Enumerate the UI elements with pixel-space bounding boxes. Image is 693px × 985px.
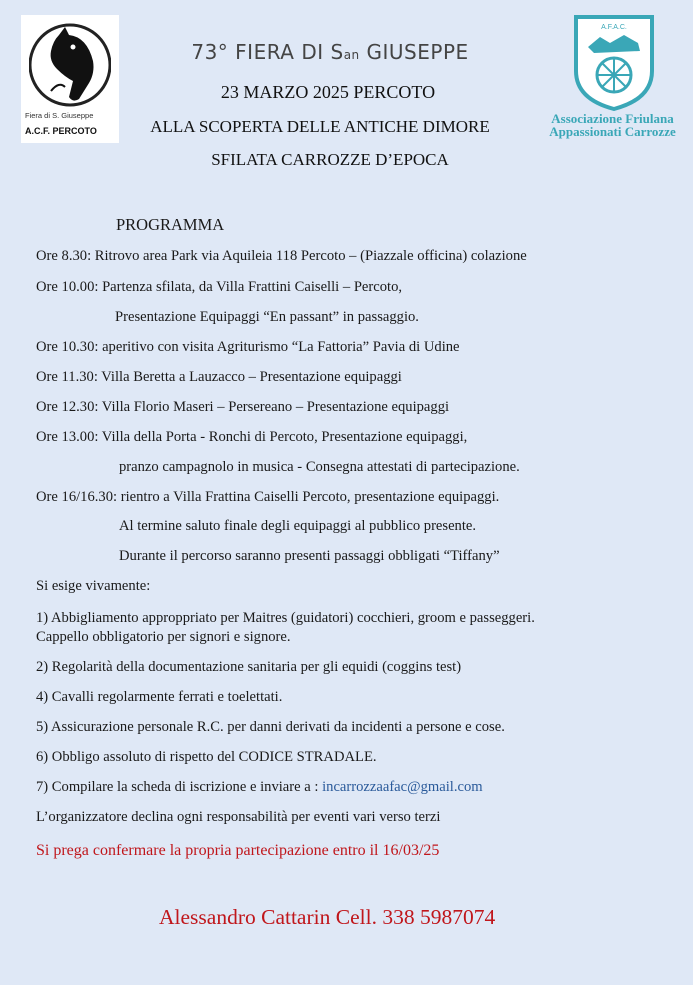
requirement-item: 6) Obbligo assoluto di rispetto del CODICE STRADALE.	[36, 749, 377, 765]
requirement-item: 2) Regolarità della documentazione sanitaria per gli equidi (coggins test)	[36, 659, 462, 675]
title-san: an	[343, 48, 360, 62]
requirements-intro: Si esige vivamente:	[36, 578, 151, 594]
program-line: Ore 8.30: Ritrovo area Park via Aquileia 118 Percoto – (Piazzale officina) colazione	[36, 248, 527, 264]
requirement-item: Cappello obbligatorio per signori e signore.	[36, 629, 291, 645]
requirement-text: 7) Compilare la scheda di iscrizione e inviare a :	[36, 779, 323, 795]
contact-info: Alessandro Cattarin Cell. 338 5987074	[159, 905, 496, 929]
program-line: Ore 10.30: aperitivo con visita Agriturismo “La Fattoria” Pavia di Udine	[36, 339, 460, 355]
requirement-item: 4) Cavalli regolarmente ferrati e toelettati.	[36, 689, 283, 705]
org-name-line1: Associazione Friulana	[551, 111, 674, 126]
event-subtitle: ALLA SCOPERTA DELLE ANTICHE DIMORE	[150, 117, 490, 136]
event-subtitle-2: SFILATA CARROZZE D’EPOCA	[211, 150, 449, 169]
event-title	[120, 40, 540, 64]
confirmation-notice: Si prega confermare la propria partecipazione entro il 16/03/25	[36, 842, 440, 859]
requirement-item: 1) Abbigliamento approppriato per Maitres (guidatori) cocchieri, groom e passeggeri.	[36, 610, 535, 626]
program-line: Durante il percorso saranno presenti passaggi obbligati “Tiffany”	[119, 548, 500, 564]
title-prefix: 73° FIERA DI S	[191, 40, 344, 64]
program-line: Ore 12.30: Villa Florio Maseri – Persereano – Presentazione equipaggi	[36, 399, 450, 415]
requirement-item: 5) Assicurazione personale R.C. per danni derivati da incidenti a persone e cose.	[36, 719, 505, 735]
carriage-badge-icon	[570, 13, 658, 111]
program-line: Presentazione Equipaggi “En passant” in passaggio.	[115, 309, 419, 325]
program-line: Al termine saluto finale degli equipaggi al pubblico presente.	[119, 518, 477, 534]
badge-text: A.F.A.C.	[601, 24, 627, 31]
program-line: pranzo campagnolo in musica - Consegna attestati di partecipazione.	[119, 459, 520, 475]
fiera-caption: Fiera di S. Giuseppe	[25, 111, 94, 120]
program-line: Ore 10.00: Partenza sfilata, da Villa Frattini Caiselli – Percoto,	[36, 279, 403, 295]
title-suffix: GIUSEPPE	[359, 40, 469, 64]
org-name-line2: Appassionati Carrozze	[549, 124, 676, 139]
event-date: 23 MARZO 2025 PERCOTO	[220, 82, 436, 102]
requirement-item	[36, 779, 483, 796]
club-caption: A.C.F. PERCOTO	[25, 126, 97, 136]
program-line: Ore 11.30: Villa Beretta a Lauzacco – Presentazione equipaggi	[36, 369, 402, 385]
email-link[interactable]: incarrozzaafac@gmail.com	[322, 779, 483, 795]
program-title: PROGRAMMA	[116, 215, 225, 234]
disclaimer: L’organizzatore declina ogni responsabilità per eventi vari verso terzi	[36, 809, 441, 825]
program-line: Ore 16/16.30: rientro a Villa Frattina Caiselli Percoto, presentazione equipaggi.	[36, 489, 500, 505]
program-line: Ore 13.00: Villa della Porta - Ronchi di Percoto, Presentazione equipaggi,	[36, 429, 468, 445]
